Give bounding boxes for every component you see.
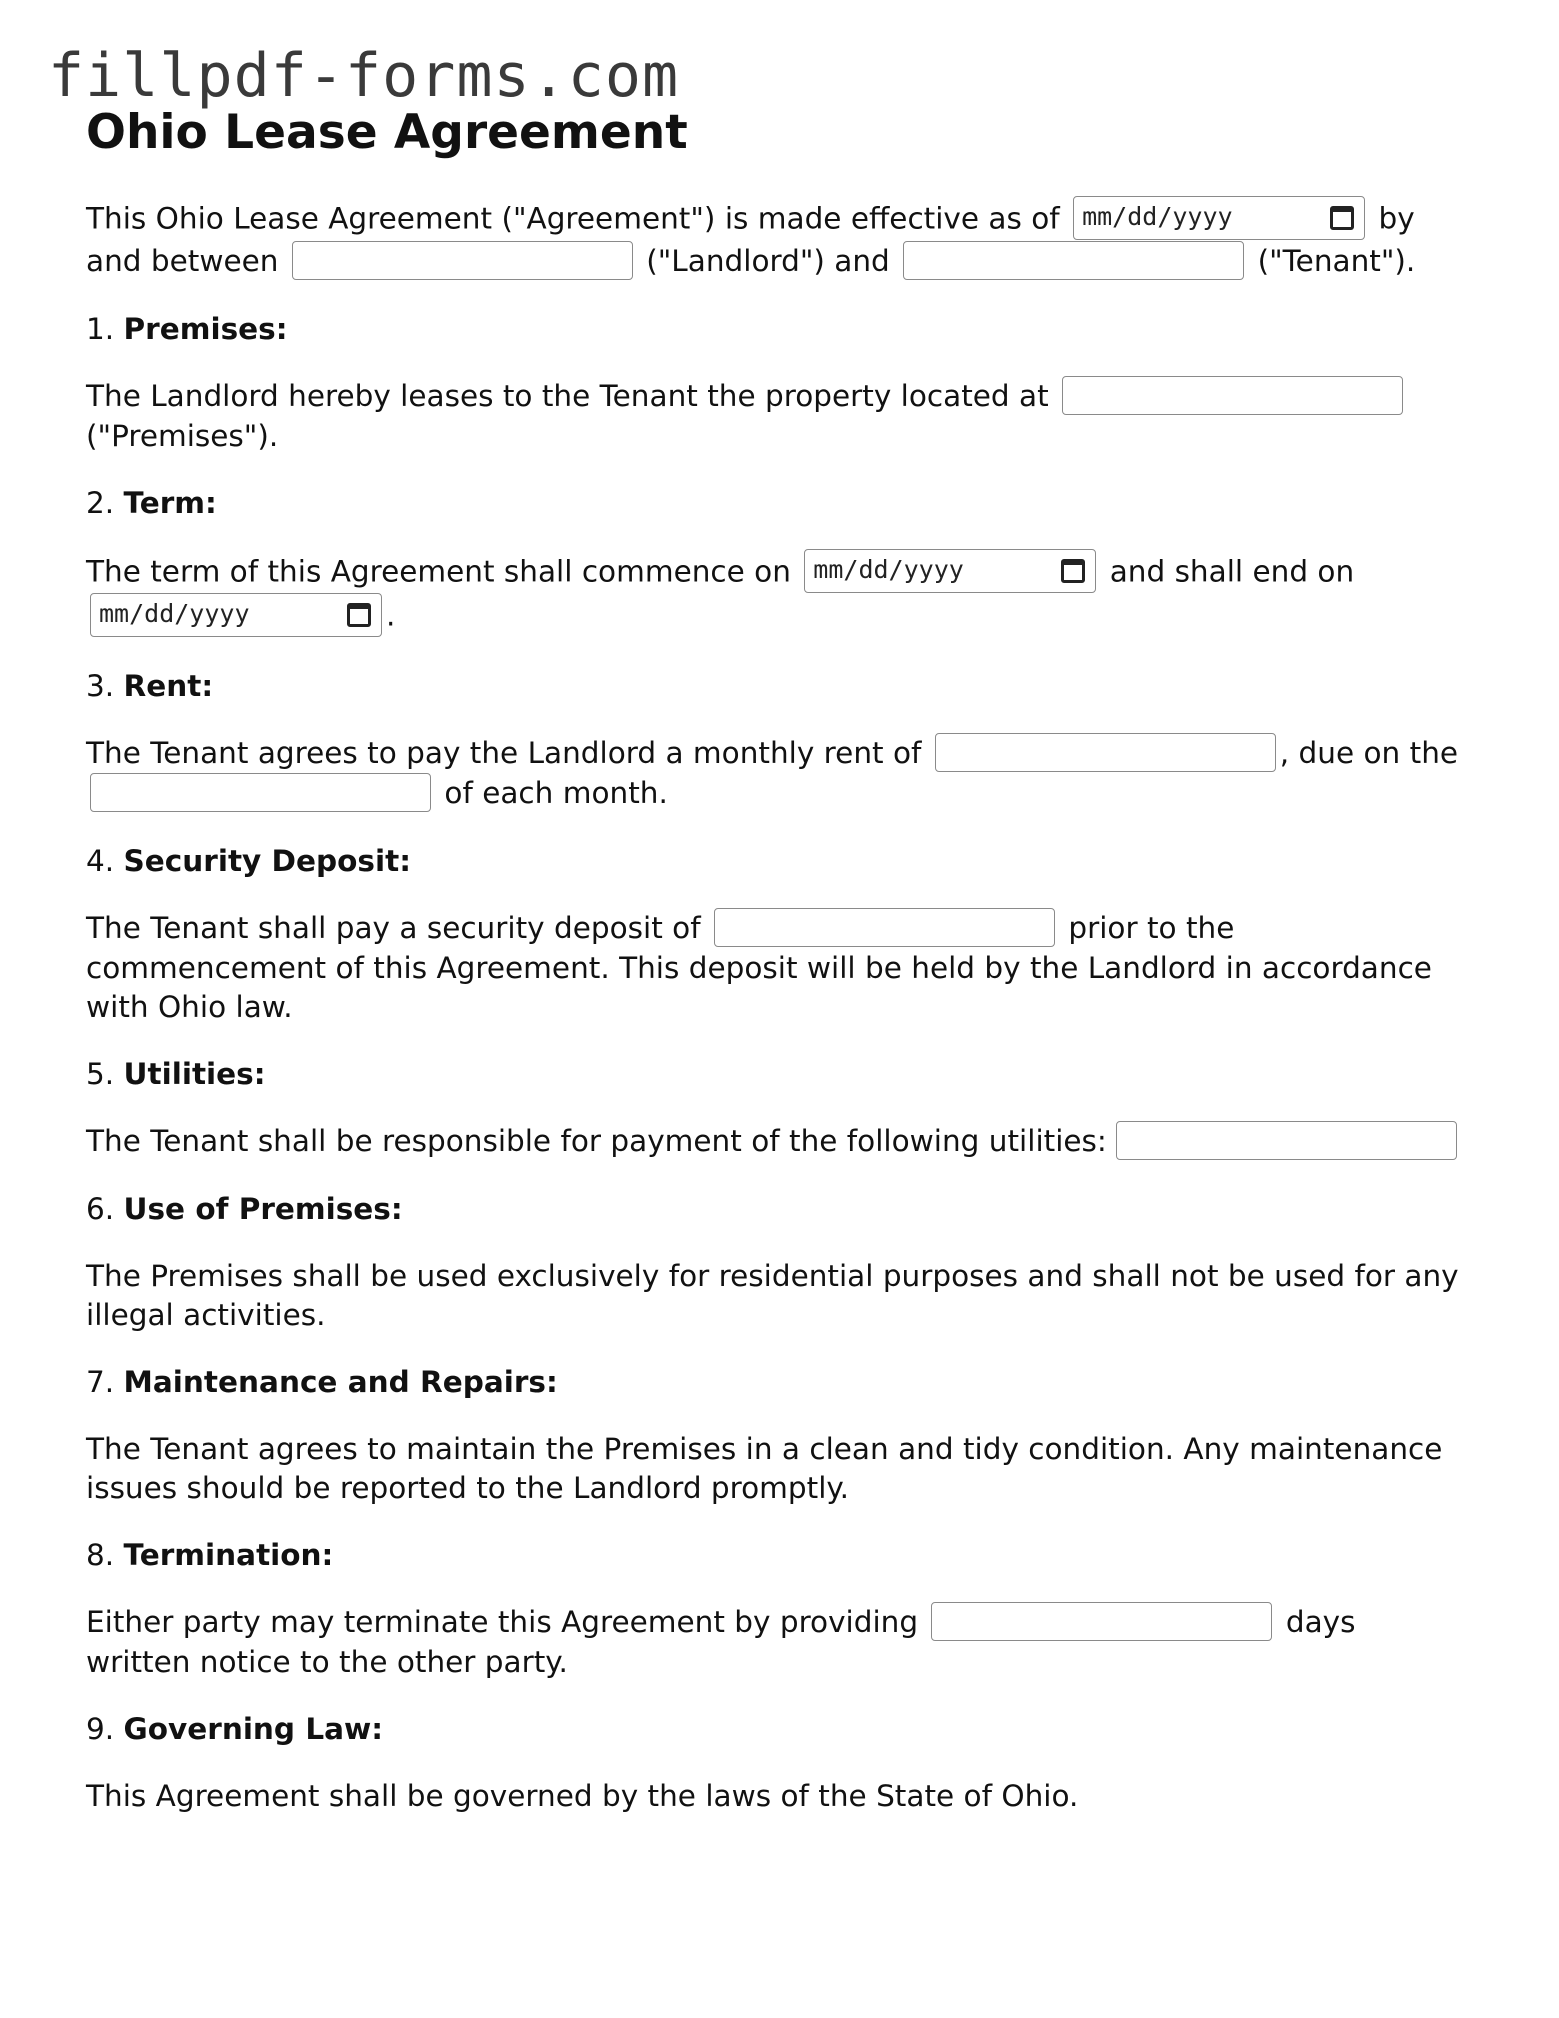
rent-paragraph — [86, 734, 1466, 814]
rent-text-2: , due on the — [1279, 736, 1459, 771]
premises-text-2: ("Premises"). — [86, 419, 279, 454]
intro-paragraph — [86, 198, 1466, 282]
section-heading-law: 9. Governing Law: — [86, 1712, 384, 1747]
premises-text-1: The Landlord hereby leases to the Tenant the property located at — [86, 379, 1049, 414]
maintenance-paragraph: The Tenant agrees to maintain the Premises in a clean and tidy condition. Any maintenance issues should be reported to the Landlord promptly. — [86, 1432, 1443, 1506]
section-heading-term: 2. Term: — [86, 486, 217, 521]
landlord-name-input[interactable] — [292, 241, 633, 280]
start-date-input[interactable] — [804, 549, 1096, 593]
section-heading-premises: 1. Premises: — [86, 312, 288, 347]
term-paragraph — [86, 551, 1466, 639]
termination-text-1: Either party may terminate this Agreement by providing — [86, 1605, 919, 1640]
section-heading-termination: 8. Termination: — [86, 1538, 334, 1573]
calendar-icon[interactable] — [1061, 559, 1085, 583]
effective-date-input[interactable] — [1073, 196, 1365, 240]
deposit-text-1: The Tenant shall pay a security deposit of — [86, 911, 701, 946]
intro-text-3: ("Landlord") and — [646, 244, 890, 279]
document-title: Ohio Lease Agreement — [86, 105, 688, 160]
security-deposit-input[interactable] — [714, 908, 1055, 947]
intro-text-1: This Ohio Lease Agreement ("Agreement") is made effective as of — [86, 201, 1060, 236]
watermark: fillpdf-forms.com — [48, 41, 680, 111]
section-heading-utilities: 5. Utilities: — [86, 1057, 266, 1092]
section-heading-rent: 3. Rent: — [86, 669, 214, 704]
rent-text-3: of each month. — [444, 776, 668, 811]
calendar-icon[interactable] — [347, 603, 371, 627]
section-heading-deposit: 4. Security Deposit: — [86, 844, 411, 879]
section-heading-use: 6. Use of Premises: — [86, 1192, 403, 1227]
premises-paragraph — [86, 377, 1466, 456]
property-address-input[interactable] — [1062, 376, 1403, 415]
deposit-paragraph — [86, 909, 1466, 1027]
notice-days-input[interactable] — [931, 1602, 1272, 1641]
utilities-text-1: The Tenant shall be responsible for payment of the following utilities: — [86, 1124, 1107, 1159]
lease-document — [86, 106, 1466, 1816]
use-paragraph: The Premises shall be used exclusively for residential purposes and shall not be used for any illegal activities. — [86, 1259, 1459, 1333]
term-text-3: . — [386, 598, 396, 633]
tenant-name-input[interactable] — [903, 241, 1244, 280]
rent-text-1: The Tenant agrees to pay the Landlord a monthly rent of — [86, 736, 922, 771]
section-heading-maintenance: 7. Maintenance and Repairs: — [86, 1365, 558, 1400]
utilities-paragraph — [86, 1122, 1466, 1162]
term-text-2: and shall end on — [1109, 554, 1355, 589]
term-text-1: The term of this Agreement shall commence on — [86, 554, 791, 589]
law-paragraph: This Agreement shall be governed by the laws of the State of Ohio. — [86, 1779, 1079, 1814]
calendar-icon[interactable] — [1330, 206, 1354, 230]
date-placeholder: mm/dd/yyyy — [813, 555, 964, 585]
intro-text-2: by and between — [86, 201, 1415, 279]
date-placeholder: mm/dd/yyyy — [99, 599, 250, 629]
intro-text-4: ("Tenant"). — [1257, 244, 1416, 279]
rent-due-day-input[interactable] — [90, 773, 431, 812]
deposit-text-2: prior to the commencement of this Agreement. This deposit will be held by the Landlord in accordance with Ohio law. — [86, 911, 1432, 1025]
utilities-input[interactable] — [1116, 1121, 1457, 1160]
date-placeholder: mm/dd/yyyy — [1082, 202, 1233, 232]
monthly-rent-input[interactable] — [935, 733, 1276, 772]
termination-text-2: days written notice to the other party. — [86, 1605, 1356, 1680]
termination-paragraph — [86, 1603, 1466, 1682]
end-date-input[interactable] — [90, 593, 382, 637]
